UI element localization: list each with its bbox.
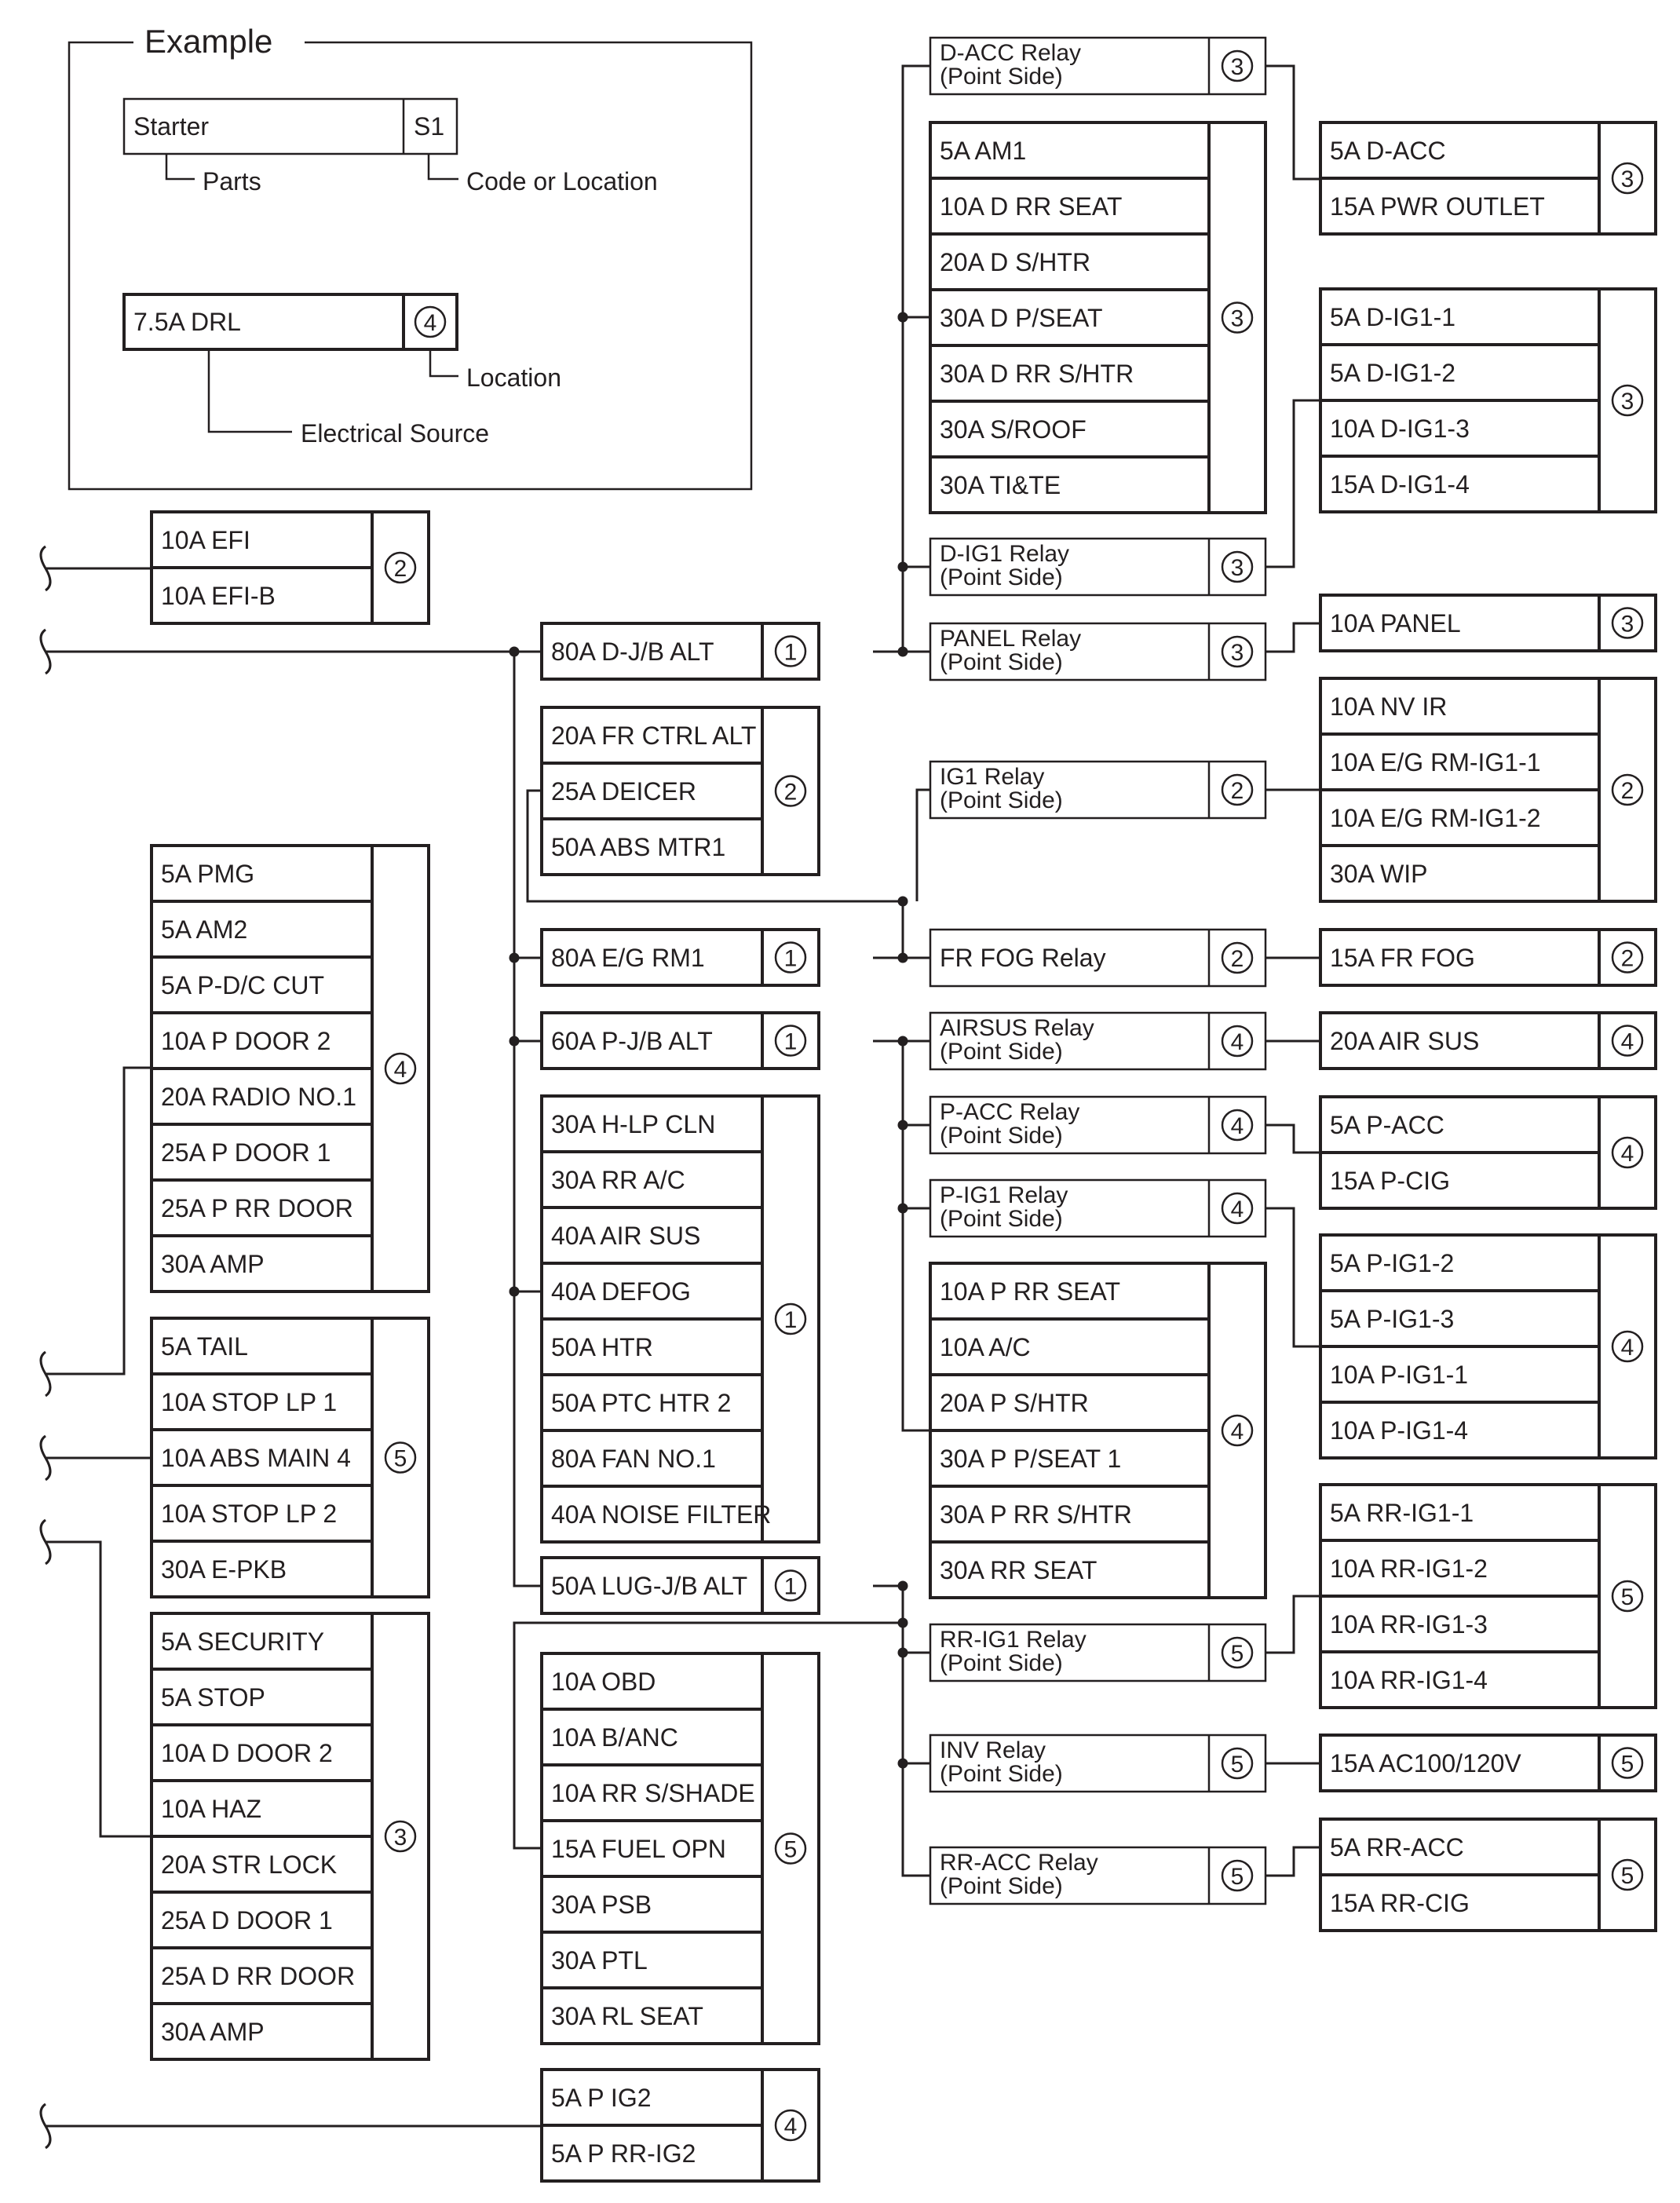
fuse-label: 30A D RR S/HTR (940, 360, 1134, 388)
location-circle-number: 5 (1620, 1584, 1634, 1610)
relay-label: P-IG1 Relay (940, 1182, 1068, 1208)
location-circle-number: 4 (783, 2113, 798, 2139)
fuse-label: 10A EFI-B (161, 582, 276, 610)
fuse-block-pjb (542, 1013, 819, 1069)
fuse-label: 10A E/G RM-IG1-2 (1330, 804, 1541, 832)
location-circle-number: 3 (1620, 611, 1634, 638)
fuse-label: 5A D-IG1-2 (1330, 359, 1456, 387)
location-circle-number: 5 (1230, 1752, 1244, 1777)
junction-dot (898, 1120, 908, 1131)
location-circle-number: 4 (393, 1057, 407, 1083)
relay-panel-relay (930, 623, 1265, 680)
fuse-label: 50A LUG-J/B ALT (551, 1572, 748, 1600)
relay-label: P-ACC Relay (940, 1099, 1080, 1125)
fuse-block-egrm1 (542, 930, 819, 985)
fuse-label: 10A D-IG1-3 (1330, 415, 1470, 443)
fuse-label: 5A SECURITY (161, 1628, 325, 1656)
fuse-label: 10A D RR SEAT (940, 192, 1123, 221)
fuse-label: 30A P P/SEAT 1 (940, 1445, 1122, 1473)
fuse-label: 30A H-LP CLN (551, 1110, 716, 1138)
fuse-label: 40A AIR SUS (551, 1222, 701, 1250)
location-circle-number: 1 (783, 639, 798, 666)
relay-inv-relay (930, 1735, 1265, 1792)
fuse-block-pacc (1320, 1097, 1656, 1208)
fuse-label: 40A DEFOG (551, 1277, 691, 1306)
fuse-label: 80A E/G RM1 (551, 944, 705, 972)
junction-dot (898, 1618, 908, 1628)
location-circle-number: 4 (1230, 1196, 1244, 1222)
fuse-block-prr (930, 1263, 1265, 1598)
fuse-label: 30A PTL (551, 1946, 648, 1975)
relay-sublabel: (Point Side) (940, 1761, 1063, 1787)
location-circle-number: 3 (1230, 54, 1244, 80)
fuse-label: 5A RR-ACC (1330, 1833, 1464, 1861)
relay-rrig1-relay (930, 1624, 1265, 1681)
fuse-label: 30A AMP (161, 2018, 265, 2046)
fuse-label: 40A NOISE FILTER (551, 1500, 772, 1529)
junction-dot (898, 897, 908, 907)
location-circle-number: 2 (393, 556, 407, 582)
example-fuse-label: 7.5A DRL (133, 308, 241, 336)
fuse-label: 15A D-IG1-4 (1330, 470, 1470, 499)
fuse-label: 30A TI&TE (940, 471, 1061, 499)
relay-pig1-relay (930, 1180, 1265, 1237)
fuse-block-ac100 (1320, 1735, 1656, 1791)
relay-label: IG1 Relay (940, 764, 1045, 790)
fuse-block-sec3 (152, 1613, 429, 2059)
fuse-label: 30A RR SEAT (940, 1556, 1097, 1584)
fuse-label: 25A D DOOR 1 (161, 1906, 333, 1934)
location-circle-number: 2 (783, 779, 798, 806)
fuse-label: 10A STOP LP 2 (161, 1500, 338, 1528)
fuse-label: 5A P-IG1-2 (1330, 1249, 1455, 1277)
location-circle-number: 1 (783, 1307, 798, 1333)
junction-dot (509, 647, 520, 657)
fuse-block-lugjb (542, 1558, 819, 1613)
location-circle-number: 5 (1230, 1864, 1244, 1890)
fuse-block-rrig1 (1320, 1485, 1656, 1708)
relay-sublabel: (Point Side) (940, 1873, 1063, 1899)
location-circle-number: 4 (1620, 1028, 1634, 1055)
relay-sublabel: (Point Side) (940, 564, 1063, 590)
fuse-label: 50A HTR (551, 1333, 653, 1361)
junction-dot (898, 312, 908, 323)
example-location-label: Location (466, 364, 561, 392)
junction-dot (898, 1204, 908, 1214)
fuse-label: 10A P-IG1-1 (1330, 1361, 1469, 1389)
fuse-label: 5A P-IG1-3 (1330, 1305, 1455, 1333)
fuse-label: 30A RL SEAT (551, 2002, 703, 2030)
fuse-block-nvir (1320, 678, 1656, 901)
location-circle-number: 4 (1230, 1113, 1244, 1139)
fuse-block-obd (542, 1653, 819, 2044)
example-starter-label: Starter (133, 112, 210, 141)
junction-dot (898, 1036, 908, 1047)
fuse-label: 10A ABS MAIN 4 (161, 1444, 351, 1472)
fuse-label: 10A RR-IG1-2 (1330, 1555, 1488, 1583)
location-circle-number: 5 (393, 1445, 407, 1472)
fuse-block-efi (152, 512, 429, 623)
junction-dot (509, 953, 520, 963)
junction-dot (898, 562, 908, 572)
fuse-block-am1 (930, 122, 1265, 513)
fuse-label: 10A P DOOR 2 (161, 1027, 331, 1055)
fuse-label: 5A P RR-IG2 (551, 2139, 696, 2168)
example-location-circle-number: 4 (423, 310, 437, 336)
example-electrical-source-label: Electrical Source (301, 419, 490, 448)
location-circle-number: 2 (1230, 946, 1244, 972)
junction-dot (509, 1287, 520, 1297)
fuse-block-hlp (542, 1096, 819, 1542)
location-circle-number: 5 (1620, 1751, 1634, 1777)
fuse-label: 10A A/C (940, 1333, 1031, 1361)
fuse-label: 10A OBD (551, 1668, 656, 1696)
relay-sublabel: (Point Side) (940, 787, 1063, 813)
fuse-label: 5A AM2 (161, 915, 248, 944)
relay-label: D-IG1 Relay (940, 541, 1070, 567)
relay-label: PANEL Relay (940, 626, 1082, 652)
fuse-label: 5A STOP (161, 1683, 265, 1712)
location-circle-number: 1 (783, 1573, 798, 1600)
fuse-block-airsus (1320, 1013, 1656, 1069)
fuse-block-rracc (1320, 1819, 1656, 1931)
location-circle-number: 5 (1620, 1863, 1634, 1889)
fuse-label: 10A PANEL (1330, 609, 1461, 638)
fuse-label: 10A RR-IG1-3 (1330, 1610, 1488, 1639)
fuse-label: 30A E-PKB (161, 1555, 287, 1584)
relay-frfog-relay (930, 930, 1265, 986)
example-code-or-location-label: Code or Location (466, 167, 658, 195)
example-code-label: S1 (414, 112, 445, 141)
relay-label: RR-IG1 Relay (940, 1627, 1087, 1653)
fuse-block-pig2 (542, 2070, 819, 2181)
fuse-label: 30A D P/SEAT (940, 304, 1103, 332)
fuse-label: 25A P RR DOOR (161, 1194, 353, 1222)
junction-dot (898, 1648, 908, 1658)
fuse-label: 15A FUEL OPN (551, 1835, 726, 1863)
example-legend (69, 23, 751, 489)
fuse-block-panel (1320, 595, 1656, 651)
fuse-label: 60A P-J/B ALT (551, 1027, 713, 1055)
fuse-label: 5A PMG (161, 860, 255, 888)
fuse-label: 10A D DOOR 2 (161, 1739, 333, 1767)
fuse-block-djb (542, 623, 819, 679)
fuse-label: 20A P S/HTR (940, 1389, 1089, 1417)
junction-dot (898, 953, 908, 963)
location-circle-number: 2 (1620, 945, 1634, 972)
location-circle-number: 2 (1230, 778, 1244, 804)
relay-pacc-relay (930, 1097, 1265, 1153)
fuse-label: 30A AMP (161, 1250, 265, 1278)
junction-dot (898, 647, 908, 657)
fuse-label: 20A D S/HTR (940, 248, 1091, 276)
fuse-label: 5A P-D/C CUT (161, 971, 325, 999)
location-circle-number: 1 (783, 945, 798, 972)
junction-dot (509, 1036, 520, 1047)
relay-sublabel: (Point Side) (940, 649, 1063, 675)
fuse-label: 80A FAN NO.1 (551, 1445, 716, 1473)
fuse-label: 10A P-IG1-4 (1330, 1416, 1469, 1445)
location-circle-number: 3 (1230, 555, 1244, 581)
fuse-label: 10A RR-IG1-4 (1330, 1666, 1488, 1694)
location-circle-number: 3 (1230, 305, 1244, 332)
relay-sublabel: (Point Side) (940, 1039, 1063, 1065)
relay-label: D-ACC Relay (940, 40, 1082, 66)
fuse-label: 20A RADIO NO.1 (161, 1083, 356, 1111)
relay-rracc-relay (930, 1847, 1265, 1904)
relay-sublabel: (Point Side) (940, 64, 1063, 90)
location-circle-number: 5 (783, 1836, 798, 1863)
example-parts-label: Parts (203, 167, 261, 195)
relay-airsus-relay (930, 1013, 1265, 1069)
relay-dacc-relay (930, 38, 1265, 94)
fuse-label: 25A DEICER (551, 777, 696, 806)
fuse-label: 10A EFI (161, 526, 250, 554)
fuse-label: 30A WIP (1330, 860, 1428, 888)
fuse-label: 5A P IG2 (551, 2084, 652, 2112)
fuse-label: 15A P-CIG (1330, 1167, 1450, 1195)
location-circle-number: 2 (1620, 778, 1634, 804)
relay-dig1-relay (930, 539, 1265, 595)
relay-label: FR FOG Relay (940, 944, 1106, 972)
location-circle-number: 5 (1230, 1641, 1244, 1667)
fuse-label: 30A P RR S/HTR (940, 1500, 1132, 1529)
location-circle-number: 4 (1230, 1419, 1244, 1445)
fuse-label: 30A S/ROOF (940, 415, 1087, 444)
fuse-label: 50A ABS MTR1 (551, 833, 726, 861)
fuse-label: 10A RR S/SHADE (551, 1779, 755, 1807)
relay-label: INV Relay (940, 1737, 1046, 1763)
fuse-label: 10A STOP LP 1 (161, 1388, 338, 1416)
location-circle-number: 3 (1620, 166, 1634, 192)
location-circle-number: 4 (1230, 1029, 1244, 1055)
fuse-label: 15A AC100/120V (1330, 1749, 1521, 1777)
fuse-label: 25A P DOOR 1 (161, 1138, 331, 1167)
fuse-label: 15A RR-CIG (1330, 1889, 1470, 1917)
fuse-label: 5A AM1 (940, 137, 1027, 165)
fuse-label: 10A E/G RM-IG1-1 (1330, 748, 1541, 776)
relay-sublabel: (Point Side) (940, 1650, 1063, 1676)
fuse-label: 10A NV IR (1330, 692, 1448, 721)
fuse-label: 10A P RR SEAT (940, 1277, 1121, 1306)
location-circle-number: 3 (1230, 640, 1244, 666)
fuse-label: 15A PWR OUTLET (1330, 192, 1545, 221)
junction-dot (898, 1759, 908, 1769)
fuse-label: 50A PTC HTR 2 (551, 1389, 732, 1417)
fuse-label: 10A B/ANC (551, 1723, 678, 1752)
fuse-block-frctrl (542, 707, 819, 875)
fuse-label: 5A D-ACC (1330, 137, 1446, 165)
fuse-block-tail5 (152, 1318, 429, 1597)
fuse-label: 5A TAIL (161, 1332, 248, 1361)
fuse-label: 20A AIR SUS (1330, 1027, 1480, 1055)
fuse-block-pig1 (1320, 1235, 1656, 1458)
legend-title: Example (144, 23, 273, 60)
fuse-label: 30A PSB (551, 1891, 652, 1919)
location-circle-number: 4 (1620, 1335, 1634, 1361)
fuse-label: 20A STR LOCK (161, 1850, 338, 1879)
relay-label: RR-ACC Relay (940, 1850, 1098, 1876)
fuse-label: 15A FR FOG (1330, 944, 1475, 972)
relay-sublabel: (Point Side) (940, 1123, 1063, 1149)
location-circle-number: 3 (1620, 389, 1634, 415)
fuse-label: 5A P-ACC (1330, 1111, 1444, 1139)
relay-ig1-relay (930, 762, 1265, 818)
fuse-label: 80A D-J/B ALT (551, 638, 714, 666)
fuse-block-p4 (152, 846, 429, 1291)
fuse-label: 20A FR CTRL ALT (551, 722, 757, 750)
junction-dot (898, 1581, 908, 1591)
fuse-block-dig1 (1320, 289, 1656, 512)
fuse-label: 25A D RR DOOR (161, 1962, 356, 1990)
fuse-block-frfog (1320, 930, 1656, 985)
fuse-label: 5A RR-IG1-1 (1330, 1499, 1474, 1527)
location-circle-number: 1 (783, 1028, 798, 1055)
fuse-label: 30A RR A/C (551, 1166, 685, 1194)
location-circle-number: 4 (1620, 1141, 1634, 1167)
fuse-label: 10A HAZ (161, 1795, 262, 1823)
location-circle-number: 3 (393, 1825, 407, 1850)
fuse-label: 5A D-IG1-1 (1330, 303, 1456, 331)
relay-sublabel: (Point Side) (940, 1206, 1063, 1232)
relay-label: AIRSUS Relay (940, 1015, 1094, 1041)
fuse-block-dacc (1320, 122, 1656, 234)
